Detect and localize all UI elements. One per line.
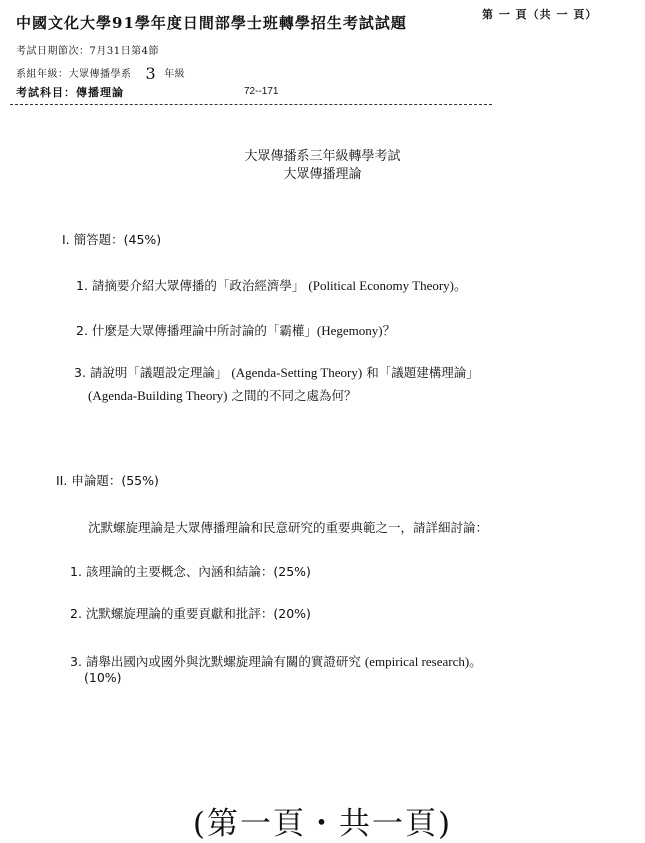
question-2-zh: 2. 什麼是大眾傳播理論中所討論的「霸權」 (76, 323, 317, 338)
essay-question-3-en: (empirical research)。 (364, 654, 483, 669)
section2-heading: II. 申論題：(55%) (56, 473, 159, 488)
question-3-en-a: (Agenda-Setting Theory) (231, 365, 363, 380)
essay-question-3-zh: 3. 請舉出國內或國外與沈默螺旋理論有關的實證研究 (70, 654, 361, 669)
essay-question-3-line1 (70, 651, 482, 670)
course-heading: 大眾傳播理論 (283, 167, 362, 182)
question-2-en: (Hegemony)？ (316, 323, 396, 338)
essay-question-2: 2. 沈默螺旋理論的重要貢獻和批評：(20%) (70, 606, 311, 621)
department-grade (16, 64, 185, 83)
page-footer: (第一頁・共一頁) (192, 806, 453, 842)
question-3-zh-b: 和「議題建構理論」 (366, 365, 479, 380)
exam-heading: 大眾傳播系三年級轉學考試 (244, 149, 401, 164)
section1-heading: I. 簡答題：(45%) (62, 232, 162, 247)
question-2 (76, 320, 396, 339)
department-label: 系組年級：大眾傳播學系 (16, 69, 132, 80)
subject-code: 72--171 (244, 86, 279, 97)
page-indicator: 第 一 頁（共 一 頁） (482, 8, 598, 21)
question-3-zh-a: 3. 請說明「議題設定理論」 (74, 365, 228, 380)
question-1-zh: 1. 請摘要介紹大眾傳播的「政治經濟學」 (76, 278, 305, 293)
header-divider (10, 104, 492, 105)
essay-question-1: 1. 該理論的主要概念、內涵和結論：(25%) (70, 564, 311, 579)
question-1 (76, 275, 467, 294)
question-1-en: (Political Economy Theory)。 (308, 278, 468, 293)
exam-title: 中國文化大學91學年度日間部學士班轉學招生考試試題 (16, 14, 407, 32)
grade-label: 年級 (164, 69, 186, 80)
question-3-zh-c: 之間的不同之處為何？ (231, 388, 357, 403)
exam-date: 考試日期節次：7月31日第4節 (16, 46, 159, 57)
question-3-line1 (74, 363, 479, 381)
question-3-en-b: (Agenda-Building Theory) (88, 388, 228, 403)
section2-intro: 沈默螺旋理論是大眾傳播理論和民意研究的重要典範之一，請詳細討論： (88, 520, 489, 535)
grade-number: 3 (145, 64, 157, 83)
essay-question-3-percent: (10%) (84, 670, 122, 685)
exam-subject: 考試科目：傳播理論 (16, 86, 124, 99)
question-3-line2 (88, 386, 356, 404)
